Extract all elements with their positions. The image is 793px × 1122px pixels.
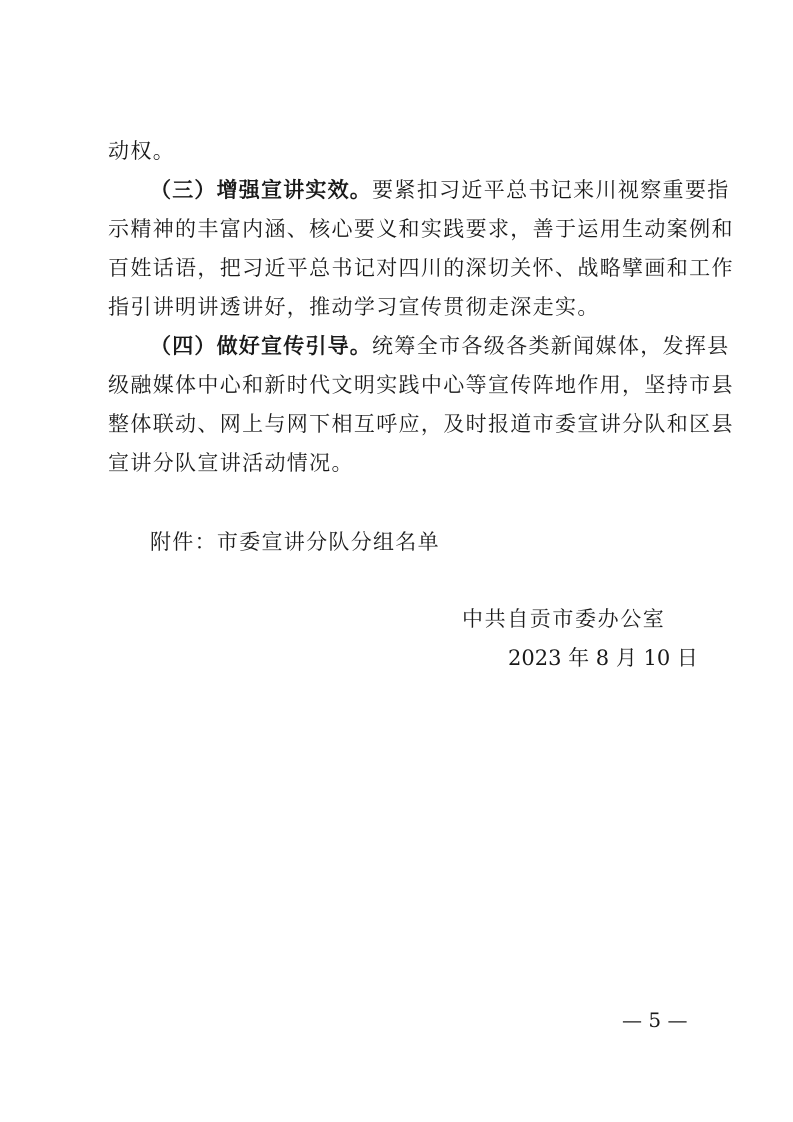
section-4-line-4: 宣讲分队宣讲活动情况。	[108, 451, 354, 475]
section-4-first-line	[150, 334, 730, 358]
section-3-first-line	[150, 178, 730, 202]
section-4-line-3: 整体联动、网上与网下相互呼应，及时报道市委宣讲分队和区县	[108, 412, 734, 436]
section-3-line-4: 指引讲明讲透讲好，推动学习宣传贯彻走深走实。	[108, 295, 600, 319]
section-3-heading: （三）增强宣讲实效。	[150, 178, 372, 202]
body-line-1: 动权。	[108, 139, 176, 163]
section-3-line-2: 示精神的丰富内涵、核心要义和实践要求，善于运用生动案例和	[108, 217, 734, 241]
signature-date: 2023 年 8 月 10 日	[508, 646, 698, 670]
attachment-note: 附件：市委宣讲分队分组名单	[150, 530, 440, 554]
section-4-heading: （四）做好宣传引导。	[150, 334, 372, 358]
section-3-text: 要紧扣习近平总书记来川视察重要指	[372, 178, 730, 202]
section-4-text: 统筹全市各级各类新闻媒体，发挥县	[372, 334, 730, 358]
page-number: — 5 —	[622, 1008, 688, 1032]
section-4-line-2: 级融媒体中心和新时代文明实践中心等宣传阵地作用，坚持市县	[108, 373, 734, 397]
section-3-line-3: 百姓话语，把习近平总书记对四川的深切关怀、战略擘画和工作	[108, 256, 734, 280]
signature-organization: 中共自贡市委办公室	[462, 607, 666, 631]
